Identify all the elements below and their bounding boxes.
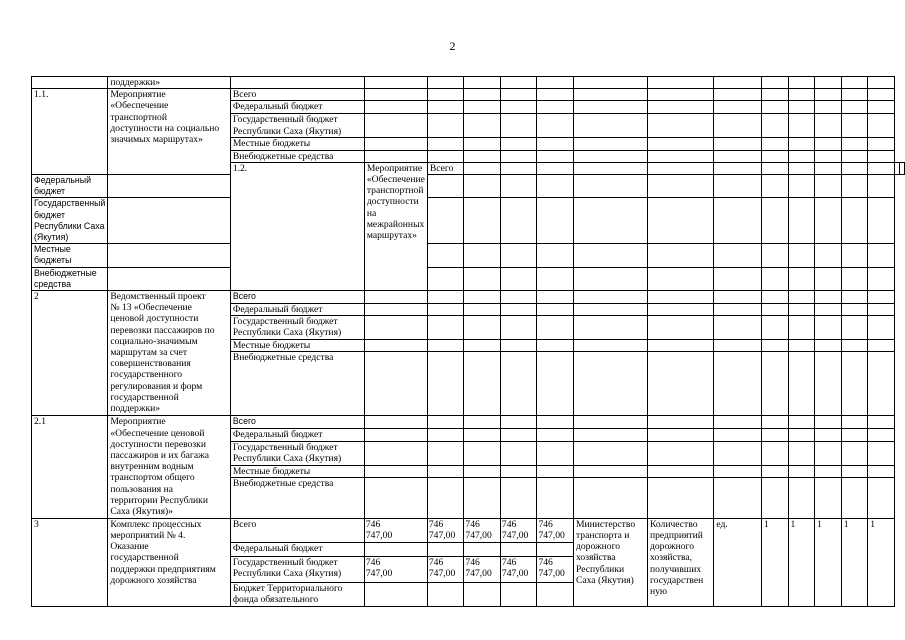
cell-num: 3 — [32, 518, 108, 606]
cell-num — [32, 77, 108, 89]
source-total: Всего — [230, 416, 364, 429]
table-row — [32, 198, 905, 244]
amount-cell: 746 747,00 — [427, 518, 464, 542]
target-cell: 1 — [761, 518, 788, 606]
budget-table — [31, 76, 905, 607]
cell-name: Мероприятие «Обеспечение ценовой доступности перевозки пассажиров и их багажа внутренним водным транспортом общего пользования на территории Республики Саха (Якутия)» — [108, 416, 230, 518]
amount-cell: 746 747,00 — [464, 556, 501, 582]
source-state: Государственный бюджет Республики Саха (Якутия) — [32, 198, 108, 244]
source-extra: Внебюджетные средства — [32, 267, 108, 290]
cell-name: поддержки» — [108, 77, 230, 89]
amount-cell: 746 747,00 — [364, 518, 427, 542]
cell-name: Мероприятие «Обеспечение транспортной доступности на межрайонных маршрутах» — [364, 162, 427, 290]
cell-num: 2 — [32, 291, 108, 416]
source-federal: Федеральный бюджет — [230, 429, 364, 441]
table-row — [32, 291, 905, 304]
source-state: Государственный бюджет Республики Саха (Якутия) — [230, 114, 364, 138]
unit-cell: ед. — [714, 518, 762, 606]
source-local: Местные бюджеты — [230, 465, 364, 477]
amount-cell: 746 747,00 — [537, 518, 574, 542]
target-cell: 1 — [815, 518, 842, 606]
amount-cell: 746 747,00 — [537, 556, 574, 582]
source-local: Местные бюджеты — [32, 244, 108, 267]
target-cell: 1 — [788, 518, 815, 606]
amount-cell: 746 747,00 — [427, 556, 464, 582]
source-total: Всего — [230, 518, 364, 542]
table-row — [32, 89, 905, 101]
table-row — [32, 175, 905, 198]
table-row — [32, 416, 905, 429]
page-number: 2 — [449, 39, 456, 53]
cell-num: 2.1 — [32, 416, 108, 518]
table-row — [32, 77, 905, 89]
source-extra: Внебюджетные средства — [230, 477, 364, 518]
cell-name: Мероприятие «Обеспечение транспортной доступности на социально значимых маршрутах» — [108, 89, 230, 175]
cell-num: 1.2. — [230, 162, 364, 290]
table-row — [32, 244, 905, 267]
source-total: Всего — [427, 162, 464, 174]
indicator-cell: Количество предприятий дорожного хозяйства, получивших государствен ную — [647, 518, 713, 606]
executor-cell: Министерство транспорта и дорожного хозяйства Республики Саха (Якутия) — [573, 518, 647, 606]
source-local: Местные бюджеты — [230, 340, 364, 352]
source-federal: Федеральный бюджет — [32, 175, 108, 198]
source-state: Государственный бюджет Республики Саха (Якутия) — [230, 556, 364, 582]
cell-name: Ведомственный проект № 13 «Обеспечение ценовой доступности перевозки пассажиров по социально-значимым маршрутам за счет совершенствования государственного регулирования и форм государственной поддержки» — [108, 291, 230, 416]
source-extra: Внебюджетные средства — [230, 352, 364, 416]
cell-name: Комплекс процессных мероприятий № 4. Оказание государственной поддержки предприятиям дорожного хозяйства — [108, 518, 230, 606]
source-local: Местные бюджеты — [230, 138, 364, 150]
target-cell: 1 — [841, 518, 868, 606]
target-cell: 1 — [868, 518, 895, 606]
source-state: Государственный бюджет Республики Саха (Якутия) — [230, 316, 364, 340]
table-row — [32, 518, 905, 542]
source-tfoms: Бюджет Территориального фонда обязательного — [230, 582, 364, 606]
source-federal: Федеральный бюджет — [230, 101, 364, 114]
source-state: Государственный бюджет Республики Саха (Якутия) — [230, 441, 364, 465]
source-total: Всего — [230, 89, 364, 101]
source-federal: Федеральный бюджет — [230, 304, 364, 316]
source-total: Всего — [230, 291, 364, 304]
source-federal: Федеральный бюджет — [230, 542, 364, 556]
table-row — [32, 267, 905, 290]
amount-cell: 746 747,00 — [500, 556, 537, 582]
amount-cell: 746 747,00 — [464, 518, 501, 542]
amount-cell: 746 747,00 — [364, 556, 427, 582]
source-extra: Внебюджетные средства — [230, 150, 364, 162]
cell-num: 1.1. — [32, 89, 108, 175]
amount-cell: 746 747,00 — [500, 518, 537, 542]
